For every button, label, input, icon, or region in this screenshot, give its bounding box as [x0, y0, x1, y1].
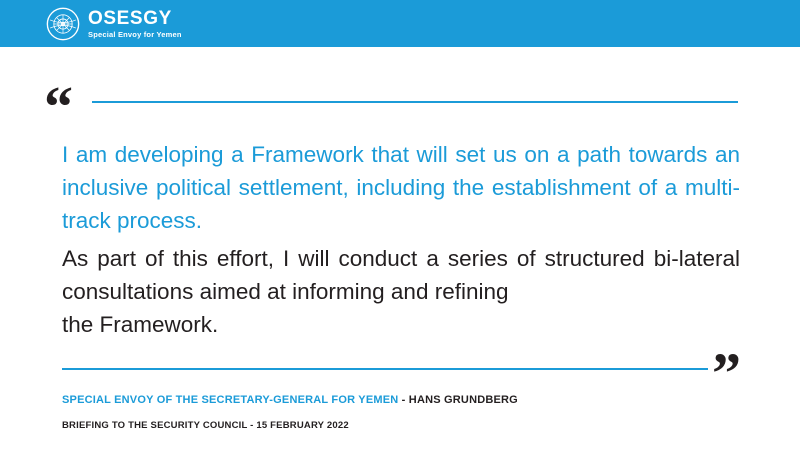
quote-paragraph-secondary-line-1: As part of this effort, I will conduct a series of structured bi-lateral consultations aimed at informing and refining: [62, 246, 740, 304]
speaker-role: SPECIAL ENVOY OF THE SECRETARY-GENERAL FOR YEMEN: [62, 394, 399, 406]
un-emblem-icon: [46, 7, 80, 41]
event-caption: BRIEFING TO THE SECURITY COUNCIL - 15 FEBRUARY 2022: [62, 420, 349, 431]
quote-paragraph-secondary: [62, 242, 740, 341]
brand-subtitle: Special Envoy for Yemen: [88, 29, 182, 39]
speaker-name: HANS GRUNDBERG: [408, 394, 518, 406]
divider-top: [92, 101, 738, 103]
divider-bottom: [62, 368, 708, 370]
quote-text: [62, 138, 740, 341]
attribution-separator: -: [398, 394, 409, 406]
header-bar: [0, 0, 800, 47]
quote-paragraph-primary: I am developing a Framework that will set us on a path towards an inclusive political settlement, including the establishment of a multi-track process.: [62, 142, 740, 233]
brand: [88, 9, 182, 38]
quote-open-mark: “: [44, 74, 71, 139]
brand-title: OSESGY: [88, 8, 172, 29]
quote-close-mark: ”: [712, 341, 739, 406]
quote-paragraph-secondary-line-2: the Framework.: [62, 312, 219, 337]
attribution: [62, 394, 518, 406]
